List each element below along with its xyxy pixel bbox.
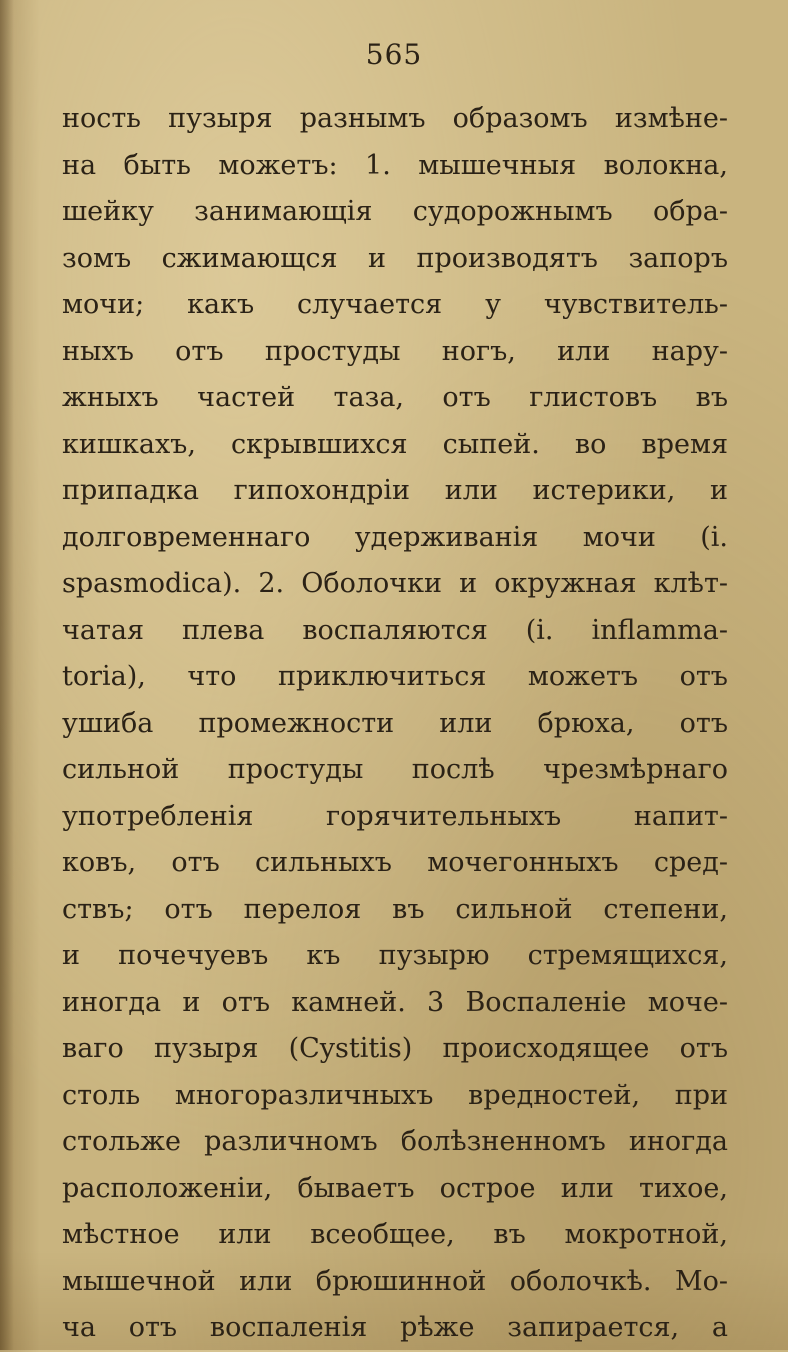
text-line: припадка гипохондріи или истерики, и <box>62 475 728 506</box>
text-line: ушиба промежности или брюха, отъ <box>62 707 728 739</box>
text-line: на быть можетъ: 1. мышечныя волокна, <box>62 149 728 181</box>
text-line: сильной простуды послѣ чрезмѣрнаго <box>62 754 728 785</box>
text-line: ча отъ воспаленія рѣже запирается, а <box>62 1312 728 1343</box>
text-line: долговременнаго удерживанія мочи (i. <box>62 521 728 553</box>
text-line: иногда и отъ камней. 3 Воспаленіе моче- <box>62 986 728 1018</box>
text-line: столь многоразличныхъ вредностей, при <box>62 1079 728 1111</box>
text-line: расположеніи, бываетъ острое или тихое, <box>62 1172 728 1204</box>
text-line: жныхъ частей таза, отъ глистовъ въ <box>62 382 728 413</box>
text-line: мѣстное или всеобщее, въ мокротной, <box>62 1219 728 1250</box>
text-line: toria), что приключиться можетъ отъ <box>62 661 728 692</box>
text-line: кишкахъ, скрывшихся сыпей. во время <box>62 428 728 460</box>
text-line: ность пузыря разнымъ образомъ измѣне- <box>62 103 728 134</box>
text-body <box>62 96 728 1352</box>
page-edge-shadow <box>0 0 14 1350</box>
text-line: зомъ сжимающся и производятъ запоръ <box>62 242 728 274</box>
text-line: мышечной или брюшинной оболочкѣ. Мо- <box>62 1265 728 1297</box>
text-line: чатая плева воспаляются (i. inflamma- <box>62 614 728 646</box>
text-line: ствъ; отъ перелоя въ сильной степени, <box>62 893 728 925</box>
page-number: 565 <box>365 38 423 71</box>
text-line: ныхъ отъ простуды ногъ, или нару- <box>62 335 728 367</box>
text-line: употребленія горячительныхъ напит- <box>62 800 728 832</box>
text-line: шейку занимающія судорожнымъ обра- <box>62 196 728 227</box>
text-line: ваго пузыря (Cystitis) происходящее отъ <box>62 1033 728 1064</box>
text-line: мочи; какъ случается у чувствитель- <box>62 289 728 320</box>
text-line: и почечуевъ къ пузырю стремящихся, <box>62 940 728 971</box>
text-line: стольже различномъ болѣзненномъ иногда <box>62 1126 728 1157</box>
text-line: ковъ, отъ сильныхъ мочегонныхъ сред- <box>62 847 728 878</box>
text-line: spasmodica). 2. Оболочки и окружная клѣт- <box>62 568 728 599</box>
